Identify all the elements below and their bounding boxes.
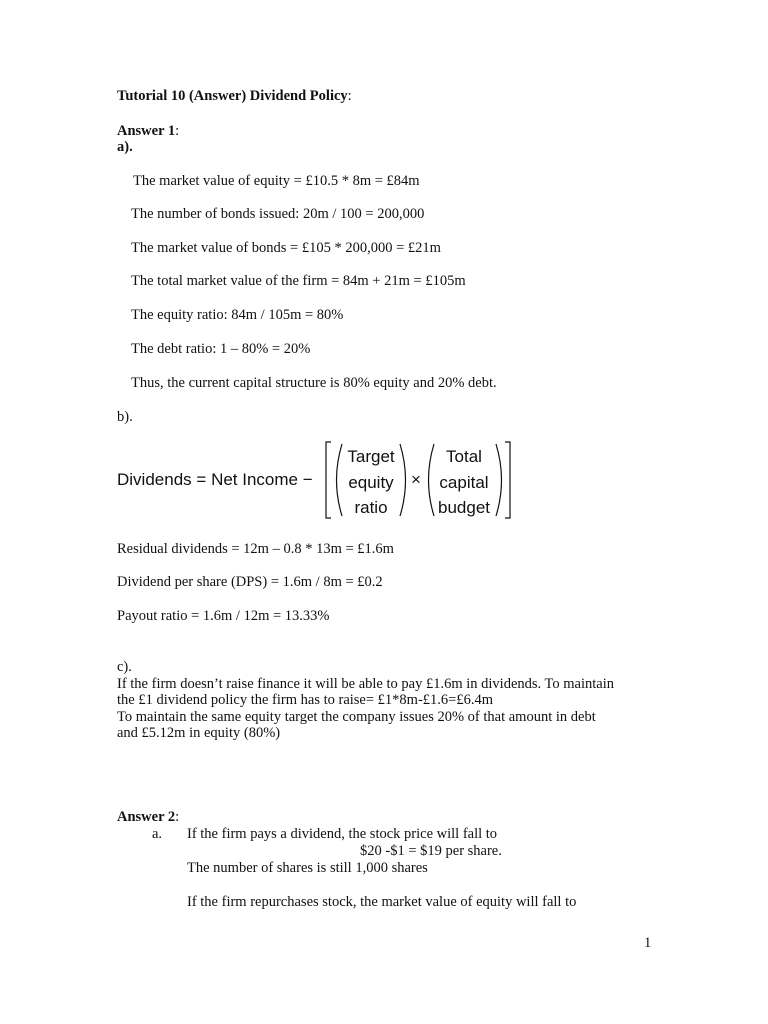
bonds-value-line: The market value of bonds = £105 * 200,000 = £21m	[131, 240, 441, 256]
payout-ratio-line: Payout ratio = 1.6m / 12m = 13.33%	[117, 608, 330, 624]
document-title: Tutorial 10 (Answer) Dividend Policy:	[117, 88, 352, 104]
item-a-line: If the firm repurchases stock, the market value of equity will fall to	[187, 894, 577, 910]
formula-word: Target	[347, 447, 395, 466]
answer-1-heading: Answer 1:	[117, 123, 180, 139]
total-capital-budget-column	[432, 444, 496, 521]
formula-word: equity	[348, 472, 394, 492]
residual-dividends-line: Residual dividends = 12m – 0.8 * 13m = £1.6m	[117, 541, 394, 557]
bonds-issued-line: The number of bonds issued: 20m / 100 = 200,000	[131, 206, 425, 222]
page-number: 1	[644, 935, 652, 951]
part-c-label: c).	[117, 659, 132, 675]
firm-value-line: The total market value of the firm = 84m + 21m = £105m	[131, 273, 466, 289]
equity-ratio-line: The equity ratio: 84m / 105m = 80%	[131, 307, 344, 323]
formula-word: Total	[446, 447, 482, 466]
part-a-label: a).	[117, 139, 133, 155]
formula-times: ×	[411, 470, 421, 489]
dps-line: Dividend per share (DPS) = 1.6m / 8m = £0.2	[117, 574, 383, 590]
part-c-line: To maintain the same equity target the company issues 20% of that amount in debt	[117, 709, 596, 725]
capital-structure-line: Thus, the current capital structure is 80% equity and 20% debt.	[131, 375, 497, 391]
formula-word: ratio	[354, 498, 388, 517]
formula-word: capital	[439, 472, 489, 492]
item-a-label: a.	[152, 826, 163, 842]
equity-value-line: The market value of equity = £10.5 * 8m = £84m	[133, 173, 420, 189]
item-a-line: $20 -$1 = $19 per share.	[360, 843, 502, 859]
part-c-line: and £5.12m in equity (80%)	[117, 725, 281, 741]
debt-ratio-line: The debt ratio: 1 – 80% = 20%	[131, 341, 311, 357]
part-c-line: If the firm doesn’t raise finance it will be able to pay £1.6m in dividends. To maintain	[117, 676, 614, 692]
part-c-line: the £1 dividend policy the firm has to raise= £1*8m-£1.6=£6.4m	[117, 692, 493, 708]
part-b-label: b).	[117, 409, 133, 425]
formula-lhs: Dividends = Net Income −	[117, 470, 313, 489]
item-a-line: The number of shares is still 1,000 shares	[187, 860, 428, 876]
item-a-line: If the firm pays a dividend, the stock price will fall to	[187, 826, 498, 842]
answer-2-heading: Answer 2:	[117, 809, 180, 825]
formula-word: budget	[438, 498, 490, 517]
target-equity-ratio-column	[341, 444, 401, 521]
